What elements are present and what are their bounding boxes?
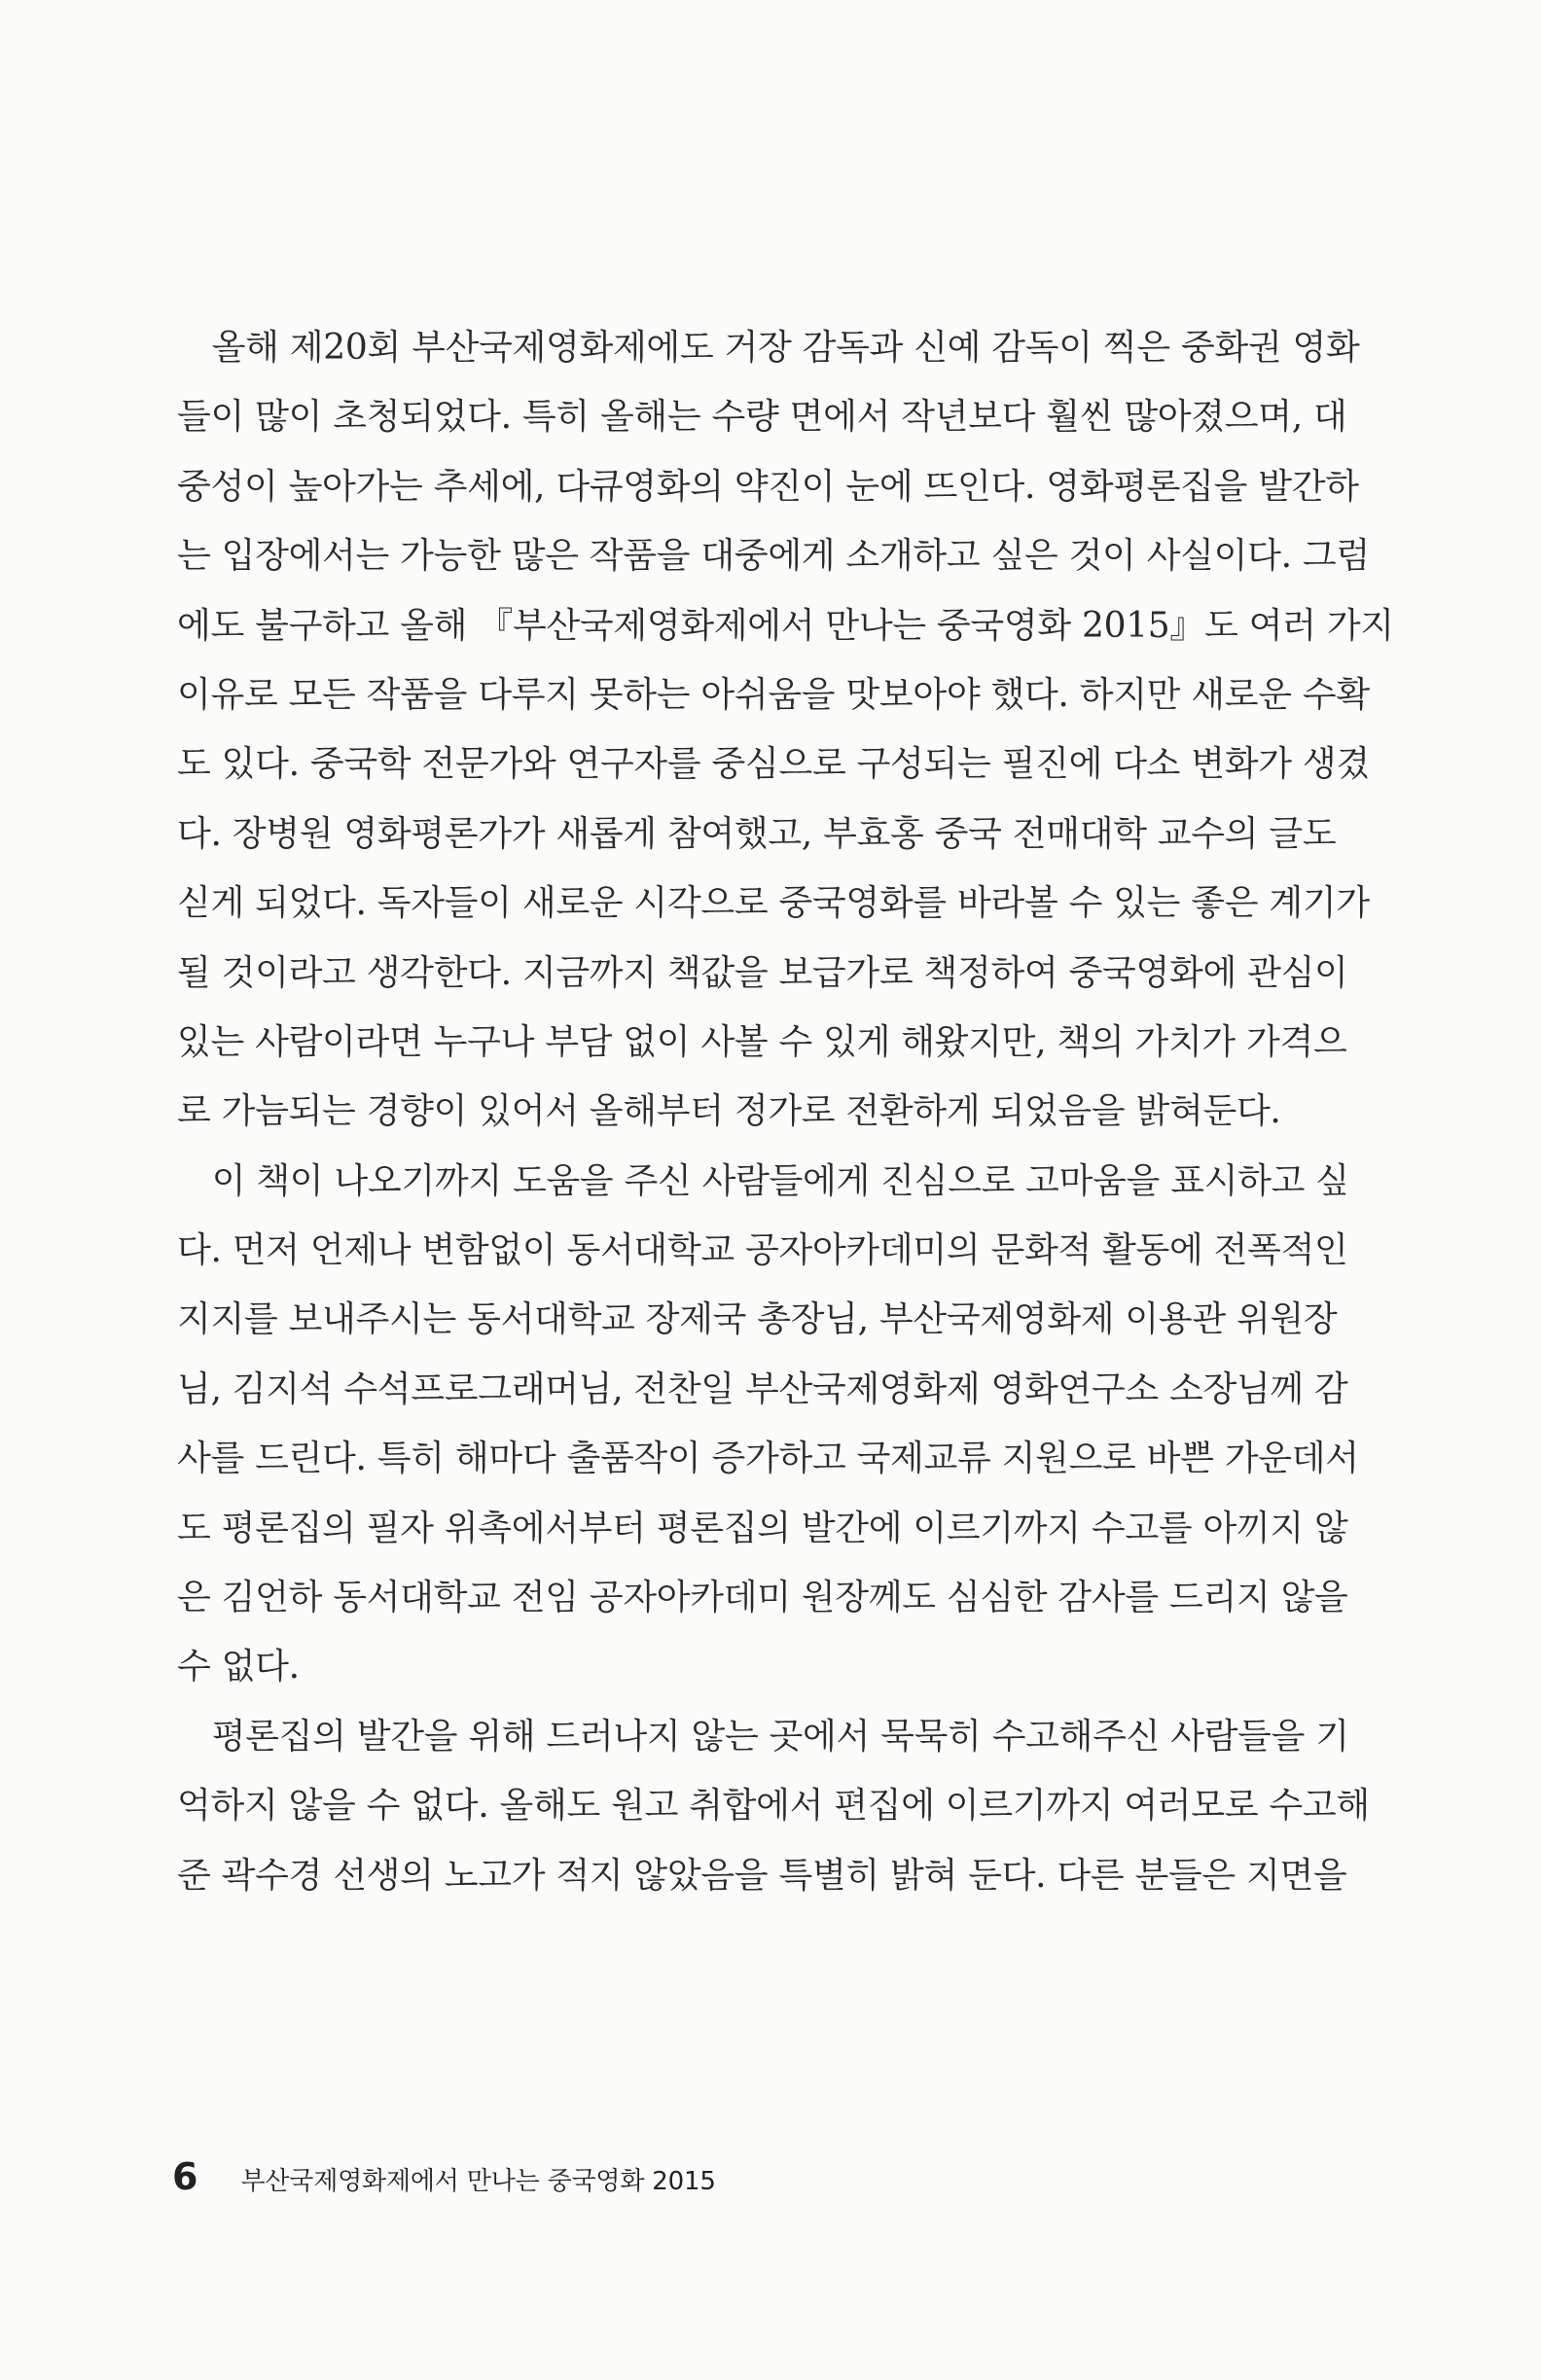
text-line: 이유로 모든 작품을 다루지 못하는 아쉬움을 맛보아야 했다. 하지만 새로운 수확 <box>177 674 1370 715</box>
text-line: 싣게 되었다. 독자들이 새로운 시각으로 중국영화를 바라볼 수 있는 좋은 계기가 <box>177 883 1370 924</box>
text-line: 는 입장에서는 가능한 많은 작품을 대중에게 소개하고 싶은 것이 사실이다. 그럼 <box>177 536 1370 577</box>
body-text <box>177 313 1442 1910</box>
text-line: 도 있다. 중국학 전문가와 연구자를 중심으로 구성되는 필진에 다소 변화가 생겼 <box>177 744 1370 785</box>
text-line: 들이 많이 초청되었다. 특히 올해는 수량 면에서 작년보다 훨씬 많아졌으며, 대 <box>177 397 1347 438</box>
text-line: 다. 먼저 언제나 변함없이 동서대학교 공자아카데미의 문화적 활동에 전폭적인 <box>177 1230 1348 1271</box>
running-title: 부산국제영화제에서 만나는 중국영화 2015 <box>240 2167 716 2196</box>
text-line: 평론집의 발간을 위해 드러나지 않는 곳에서 묵묵히 수고해주신 사람들을 기 <box>177 1716 1349 1757</box>
text-line: 로 가늠되는 경향이 있어서 올해부터 정가로 전환하게 되었음을 밝혀둔다. <box>177 1091 1281 1132</box>
text-line: 준 곽수경 선생의 노고가 적지 않았음을 특별히 밝혀 둔다. 다른 분들은 지면을 <box>177 1855 1347 1896</box>
text-line: 은 김언하 동서대학교 전임 공자아카데미 원장께도 심심한 감사를 드리지 않을 <box>177 1578 1348 1618</box>
text-line: 도 평론집의 필자 위촉에서부터 평론집의 발간에 이르기까지 수고를 아끼지 않 <box>177 1508 1348 1548</box>
page-number: 6 <box>172 2155 198 2198</box>
text-line: 억하지 않을 수 없다. 올해도 원고 취합에서 편집에 이르기까지 여러모로 수고해 <box>177 1786 1370 1827</box>
text-line: 님, 김지석 수석프로그래머님, 전찬일 부산국제영화제 영화연구소 소장님께 감 <box>177 1368 1348 1409</box>
text-line: 이 책이 나오기까지 도움을 주신 사람들에게 진심으로 고마움을 표시하고 싶 <box>177 1160 1349 1201</box>
text-line: 지지를 보내주시는 동서대학교 장제국 총장님, 부산국제영화제 이용관 위원장 <box>177 1299 1338 1340</box>
text-line: 올해 제20회 부산국제영화제에도 거장 감독과 신예 감독이 찍은 중화권 영화 <box>177 328 1360 368</box>
page-footer <box>172 2155 716 2204</box>
text-line: 중성이 높아가는 추세에, 다큐영화의 약진이 눈에 뜨인다. 영화평론집을 발간하 <box>177 466 1359 507</box>
text-line: 수 없다. <box>177 1647 300 1687</box>
text-line: 될 것이라고 생각한다. 지금까지 책값을 보급가로 책정하여 중국영화에 관심이 <box>177 952 1348 993</box>
text-line: 에도 불구하고 올해 『부산국제영화제에서 만나는 중국영화 2015』도 여러 가지 <box>177 605 1394 646</box>
text-line: 있는 사람이라면 누구나 부담 없이 사볼 수 있게 해왔지만, 책의 가치가 가격으 <box>177 1021 1347 1062</box>
text-line: 다. 장병원 영화평론가가 새롭게 참여했고, 부효홍 중국 전매대학 교수의 글도 <box>177 813 1337 854</box>
text-line: 사를 드린다. 특히 해마다 출품작이 증가하고 국제교류 지원으로 바쁜 가운데서 <box>177 1439 1359 1479</box>
